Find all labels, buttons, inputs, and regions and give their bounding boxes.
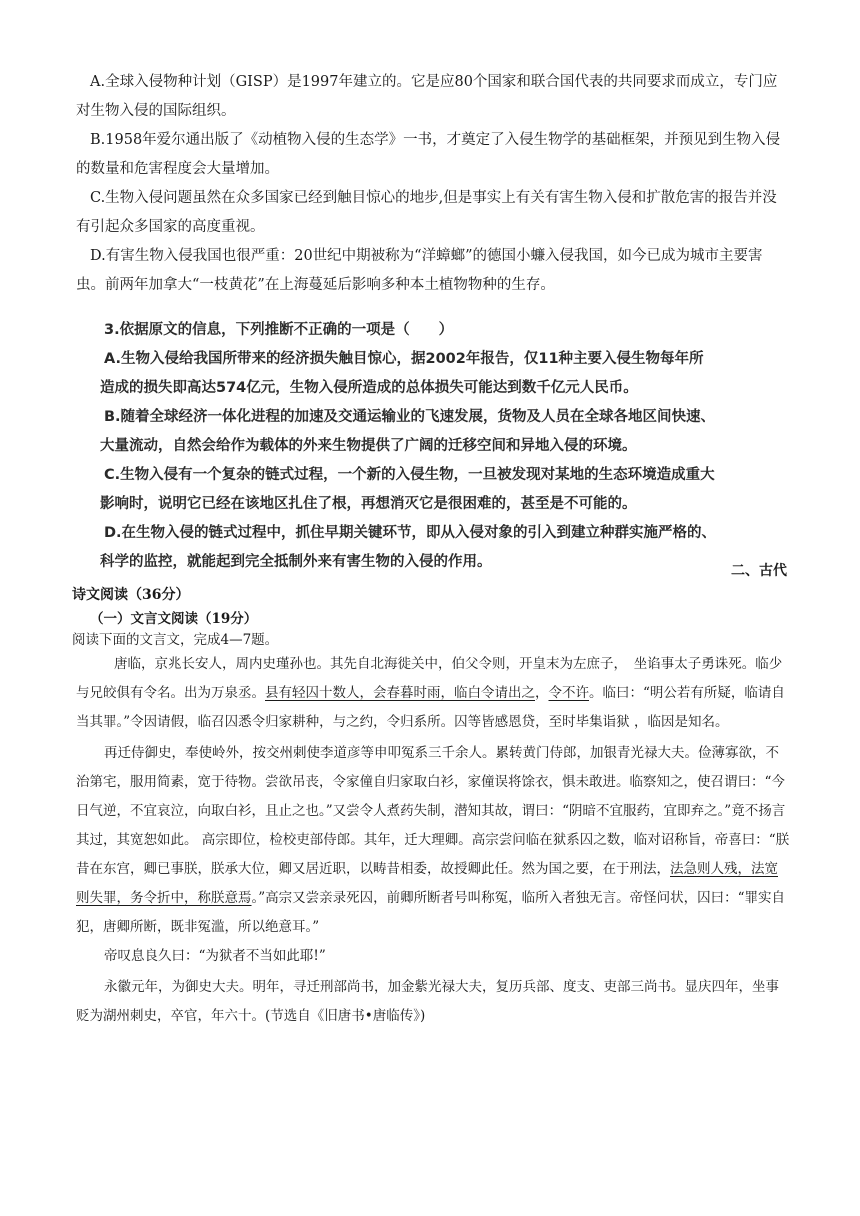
p2-text-b: 。”高宗又尝亲录死囚，前卿所断者号叫称冤，临所入者独无言。帝怪问状，囚曰：“罪实自犯，唐卿所断，既非冤滥，所以绝意耳。” bbox=[76, 890, 786, 935]
section-title-part1: 二、古代 bbox=[731, 563, 787, 579]
p2-underlined: 法急则人残，法宽则失罪，务令折中，称朕意焉 bbox=[76, 861, 778, 906]
p2-text-a: 再迁侍御史，奉使岭外，按交州刺使李道彦等申叩冤系三千余人。累转黄门侍郎，加银青光禄大夫。俭薄寡欲，不治第宅，服用简素，宽于待物。尝欲吊丧，令家僮自归家取白衫，家僮误将馀衣，惧未敢进。临察知之，使召谓曰：“今日气逆，不宜哀泣，向取白衫，且止之也。”又尝令人煮药失制，潜知其故，谓曰：“阴暗不宜服药，宜即弃之。”竟不扬言其过，其宽恕如此。 高宗即位，检校吏部侍郎。其年，迁大理卿。高宗尝问临在狱系囚之数，临对诏称旨，帝喜曰：“朕昔在东宫，卿已事朕，朕承大位，卿又居近职，以畴昔相委，故授卿此任。然为国之要，在于刑法， bbox=[76, 745, 790, 877]
q3-option-d-line2: 科学的监控，就能起到完全抵制外来有害生物的入侵的作用。 bbox=[100, 554, 492, 570]
section-title-part2: 诗文阅读（36分） bbox=[72, 587, 190, 603]
reading-instruction: 阅读下面的文言文，完成4—7题。 bbox=[72, 632, 279, 648]
q3-option-a-line1: A.生物入侵给我国所带来的经济损失触目惊心，据2002年报告，仅11种主要入侵生物每年所 bbox=[104, 351, 704, 367]
passage-paragraph-4: 永徽元年，为御史大夫。明年，寻迁刑部尚书，加金紫光禄大夫，复历兵部、度支、吏部三尚书。显庆四年，坐事贬为湖州刺史，卒官，年六十。(节选自《旧唐书•唐临传》) bbox=[76, 979, 779, 1024]
q3-option-a-line2: 造成的损失即高达574亿元，生物入侵所造成的总体损失可能达到数千亿元人民币。 bbox=[100, 380, 638, 396]
q3-option-d-line1: D.在生物入侵的链式过程中，抓住早期关键环节，即从入侵对象的引入到建立种群实施严格的、 bbox=[104, 525, 717, 541]
q3-option-b-line1: B.随着全球经济一体化进程的加速及交通运输业的飞速发展，货物及人员在全球各地区间快速、 bbox=[104, 409, 716, 425]
option-a: A.全球入侵物种计划（GISP）是1997年建立的。它是应80个国家和联合国代表的共同要求而成立，专门应对生物入侵的国际组织。 bbox=[76, 74, 778, 119]
q3-option-b-line2: 大量流动，自然会给作为载体的外来生物提供了广阔的迁移空间和异地入侵的环境。 bbox=[100, 438, 637, 454]
option-b: B.1958年爱尔通出版了《动植物入侵的生态学》一书，才奠定了入侵生物学的基础框架，并预见到生物入侵的数量和危害程度会大量增加。 bbox=[76, 132, 781, 177]
p1-text-a: 唐临，京兆长安人，周内史瑾孙也。其先自北海徙关中，伯父令则，开皇末为左庶子， 坐谄事太子勇诛死。临少与兄皎俱有令名。出为万泉丞。 bbox=[76, 656, 783, 701]
question-3 bbox=[100, 316, 740, 577]
passage-paragraph-2 bbox=[76, 739, 790, 942]
option-d: D.有害生物入侵我国也很严重：20世纪中期被称为“洋蟑螂”的德国小蠊入侵我国，如今已成为城市主要害虫。前两年加拿大“一枝黄花”在上海蔓延后影响多种本土植物物种的生存。 bbox=[76, 248, 763, 293]
classical-passage bbox=[76, 650, 790, 1031]
passage-paragraph-1 bbox=[76, 650, 790, 737]
p1-underlined-1: 县有轻囚十数人，会春暮时雨，临白令请出之 bbox=[265, 685, 535, 701]
options-part1 bbox=[76, 68, 790, 300]
passage-paragraph-3: 帝叹息良久曰：“为狱者不当如此耶!” bbox=[104, 948, 326, 964]
p1-text-b: 。临曰：“明公若有所疑，临请自当其罪。”令因请假，临召囚悉令归家耕种，与之约，令归系所。囚等皆感恩贷，至时毕集诣狱 ，临因是知名。 bbox=[76, 685, 785, 730]
q3-option-c-line1: C.生物入侵有一个复杂的链式过程，一个新的入侵生物，一旦被发现对某地的生态环境造成重大 bbox=[104, 467, 715, 483]
question-3-stem: 3.依据原文的信息，下列推断不正确的一项是（ ） bbox=[104, 322, 454, 338]
subsection-title: （一）文言文阅读（19分） bbox=[90, 611, 258, 627]
option-c: C.生物入侵问题虽然在众多国家已经到触目惊心的地步,但是事实上有关有害生物入侵和扩散危害的报告并没有引起众多国家的高度重视。 bbox=[76, 190, 777, 235]
p1-separator: ， bbox=[535, 685, 549, 701]
p1-underlined-2: 令不许 bbox=[548, 685, 589, 701]
q3-option-c-line2: 影响时，说明它已经在该地区扎住了根，再想消灭它是很困难的，甚至是不可能的。 bbox=[100, 496, 637, 512]
